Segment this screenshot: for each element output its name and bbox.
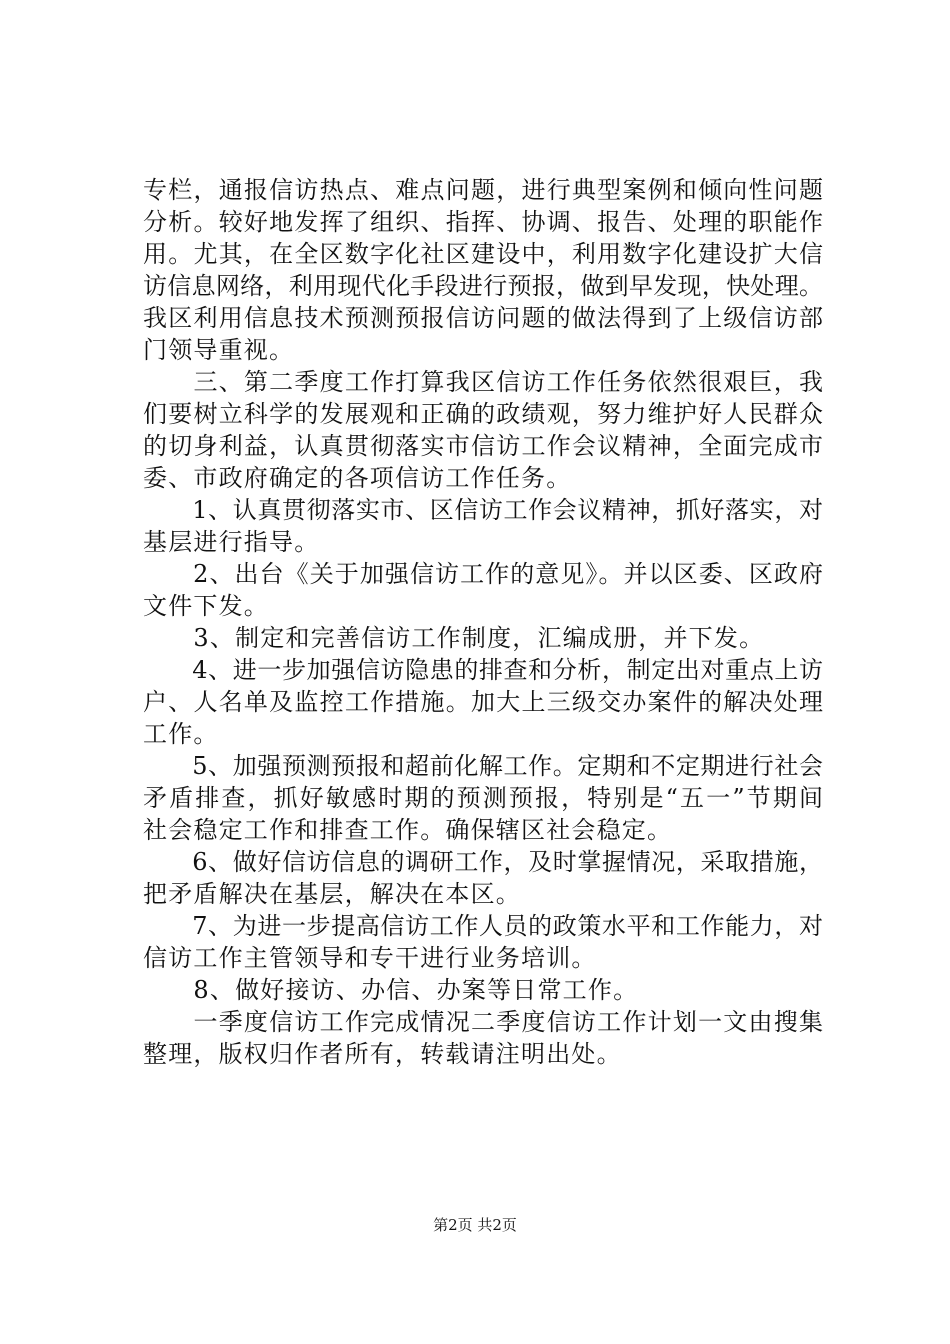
text-line: 一季度信访工作完成情况二季度信访工作计划一文由搜集	[143, 1008, 823, 1036]
page-footer: 第2页 共2页	[433, 1216, 517, 1234]
text-line: 3、制定和完善信访工作制度，汇编成册，并下发。	[143, 624, 765, 652]
text-line: 信访工作主管领导和专干进行业务培训。	[143, 944, 597, 972]
text-line: 工作。	[143, 720, 219, 748]
body-text	[143, 174, 823, 1070]
text-line: 门领导重视。	[143, 336, 295, 364]
text-line: 1、认真贯彻落实市、区信访工作会议精神，抓好落实，对	[143, 496, 823, 524]
text-line: 访信息网络，利用现代化手段进行预报，做到早发现，快处理。	[143, 272, 823, 300]
text-line: 用。尤其，在全区数字化社区建设中，利用数字化建设扩大信	[143, 240, 823, 268]
text-line: 委、市政府确定的各项信访工作任务。	[143, 464, 572, 492]
text-line: 7、为进一步提高信访工作人员的政策水平和工作能力，对	[143, 912, 823, 940]
text-line: 把矛盾解决在基层，解决在本区。	[143, 880, 521, 908]
text-line: 社会稳定工作和排查工作。确保辖区社会稳定。	[143, 816, 673, 844]
text-line: 文件下发。	[143, 592, 269, 620]
text-line: 2、出台《关于加强信访工作的意见》。并以区委、区政府	[143, 560, 823, 588]
text-line: 的切身利益，认真贯彻落实市信访工作会议精神，全面完成市	[143, 432, 823, 460]
text-line: 整理，版权归作者所有，转载请注明出处。	[143, 1040, 622, 1068]
text-line: 4、进一步加强信访隐患的排查和分析，制定出对重点上访	[143, 656, 823, 684]
text-line: 矛盾排查，抓好敏感时期的预测预报，特别是“五一”节期间	[143, 784, 823, 812]
text-line: 专栏，通报信访热点、难点问题，进行典型案例和倾向性问题	[143, 176, 823, 204]
text-line: 分析。较好地发挥了组织、指挥、协调、报告、处理的职能作	[143, 208, 823, 236]
text-line: 5、加强预测预报和超前化解工作。定期和不定期进行社会	[143, 752, 823, 780]
text-line: 户、人名单及监控工作措施。加大上三级交办案件的解决处理	[143, 688, 823, 716]
text-line: 8、做好接访、办信、办案等日常工作。	[143, 976, 639, 1004]
text-line: 6、做好信访信息的调研工作，及时掌握情况，采取措施，	[143, 848, 823, 876]
text-line: 们要树立科学的发展观和正确的政绩观，努力维护好人民群众	[143, 400, 823, 428]
text-line: 三、第二季度工作打算我区信访工作任务依然很艰巨，我	[143, 368, 823, 396]
text-line: 基层进行指导。	[143, 528, 320, 556]
text-line: 我区利用信息技术预测预报信访问题的做法得到了上级信访部	[143, 304, 823, 332]
